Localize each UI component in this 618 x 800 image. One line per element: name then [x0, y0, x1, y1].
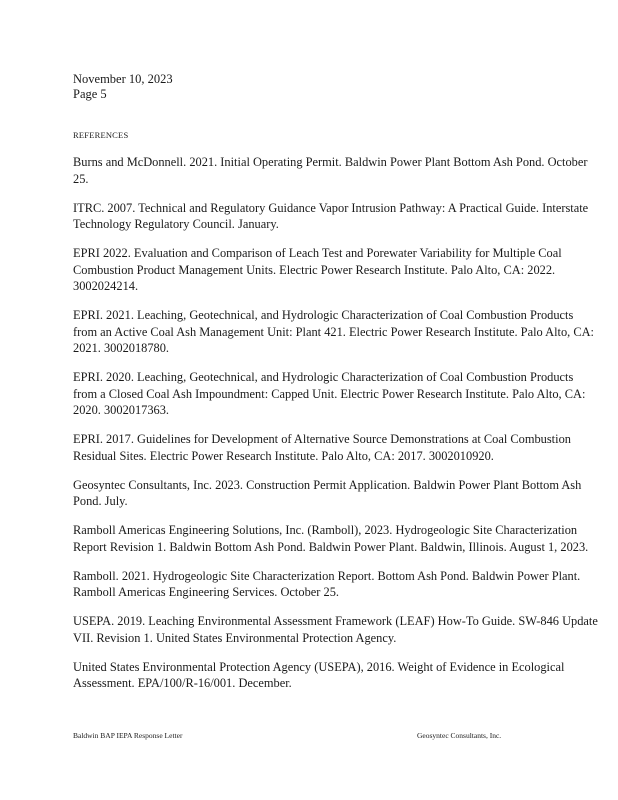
footer-company-name: Geosyntec Consultants, Inc.	[417, 731, 502, 740]
page-number: Page 5	[73, 87, 107, 101]
letter-date: November 10, 2023	[73, 72, 173, 86]
reference-item: EPRI. 2021. Leaching, Geotechnical, and Hydrologic Characterization of Coal Combustion Products from an Active Coal Ash Management Unit: Plant 421. Electric Power Research Institute. Palo Alto, CA: 2021. 3002018780.	[73, 308, 594, 355]
reference-item: Ramboll. 2021. Hydrogeologic Site Characterization Report. Bottom Ash Pond. Baldwin Power Plant. Ramboll Americas Engineering Services. October 25.	[73, 568, 581, 599]
reference-item: USEPA. 2019. Leaching Environmental Assessment Framework (LEAF) How-To Guide. SW-846 Update VII. Revision 1. United States Environmental Protection Agency.	[73, 614, 598, 645]
reference-item: EPRI 2022. Evaluation and Comparison of Leach Test and Porewater Variability for Multiple Coal Combustion Product Management Units. Electric Power Research Institute. Palo Alto, CA: 2022. 3002024214.	[73, 246, 562, 293]
reference-item: EPRI. 2017. Guidelines for Development of Alternative Source Demonstrations at Coal Combustion Residual Sites. Electric Power Research Institute. Palo Alto, CA: 2017. 3002010920.	[73, 432, 571, 463]
letter-header	[73, 72, 173, 102]
footer-document-title: Baldwin BAP IEPA Response Letter	[73, 731, 183, 740]
reference-item: Ramboll Americas Engineering Solutions, Inc. (Ramboll), 2023. Hydrogeologic Site Characterization Report Revision 1. Baldwin Bottom Ash Pond. Baldwin Power Plant. Baldwin, Illinois. August 1, 2023.	[73, 523, 589, 554]
reference-item: ITRC. 2007. Technical and Regulatory Guidance Vapor Intrusion Pathway: A Practical Guide. Interstate Technology Regulatory Council. January.	[73, 200, 589, 231]
references-heading: REFERENCES	[73, 130, 129, 140]
reference-item: Burns and McDonnell. 2021. Initial Operating Permit. Baldwin Power Plant Bottom Ash Pond. October 25.	[73, 155, 588, 186]
reference-item: EPRI. 2020. Leaching, Geotechnical, and Hydrologic Characterization of Coal Combustion Products from a Closed Coal Ash Impoundment: Capped Unit. Electric Power Research Institute. Palo Alto, CA: 2020. 3002017363.	[73, 370, 586, 417]
references-list	[73, 154, 598, 704]
reference-item: Geosyntec Consultants, Inc. 2023. Construction Permit Application. Baldwin Power Plant Bottom Ash Pond. July.	[73, 477, 582, 508]
reference-item: United States Environmental Protection Agency (USEPA), 2016. Weight of Evidence in Ecological Assessment. EPA/100/R-16/001. December.	[73, 659, 565, 690]
